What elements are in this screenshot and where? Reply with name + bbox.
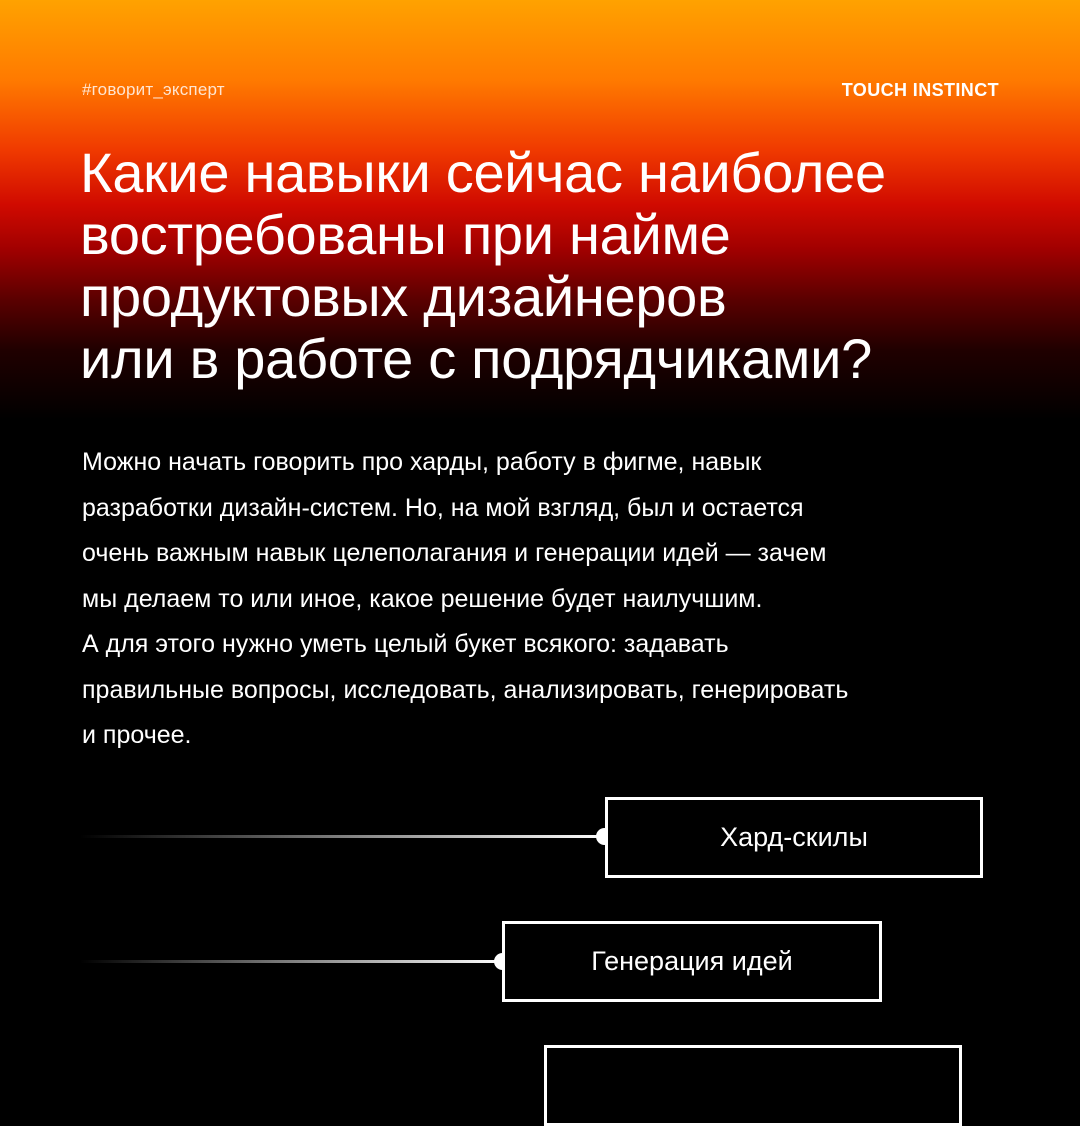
hashtag-label: #говорит_эксперт — [82, 80, 225, 99]
page-title: Какие навыки сейчас наиболее востребованы при найме продуктовых дизайнеров или в работе с подрядчиками? — [80, 141, 886, 390]
skill-label-hard-skills: Хард-скилы — [720, 822, 868, 852]
connector-line-idea-generation — [80, 960, 503, 963]
connector-line-hard-skills — [80, 835, 605, 838]
body-paragraph: Можно начать говорить про харды, работу в фигме, навык разработки дизайн-систем. Но, на мой взгляд, был и остается очень важным навык целеполагания и генерации идей — зачем мы делаем то или иное, какое решение будет наилучшим. А для этого нужно уметь целый букет всякого: задавать правильные вопросы, исследовать, анализировать, генерировать и прочее. — [82, 448, 849, 749]
skill-box-hard-skills — [605, 797, 983, 878]
brand-logo-text: TOUCH INSTINCT — [841, 80, 999, 100]
skill-box-partial — [544, 1045, 962, 1126]
skill-label-idea-generation: Генерация идей — [591, 946, 793, 976]
skill-box-idea-generation — [502, 921, 882, 1002]
